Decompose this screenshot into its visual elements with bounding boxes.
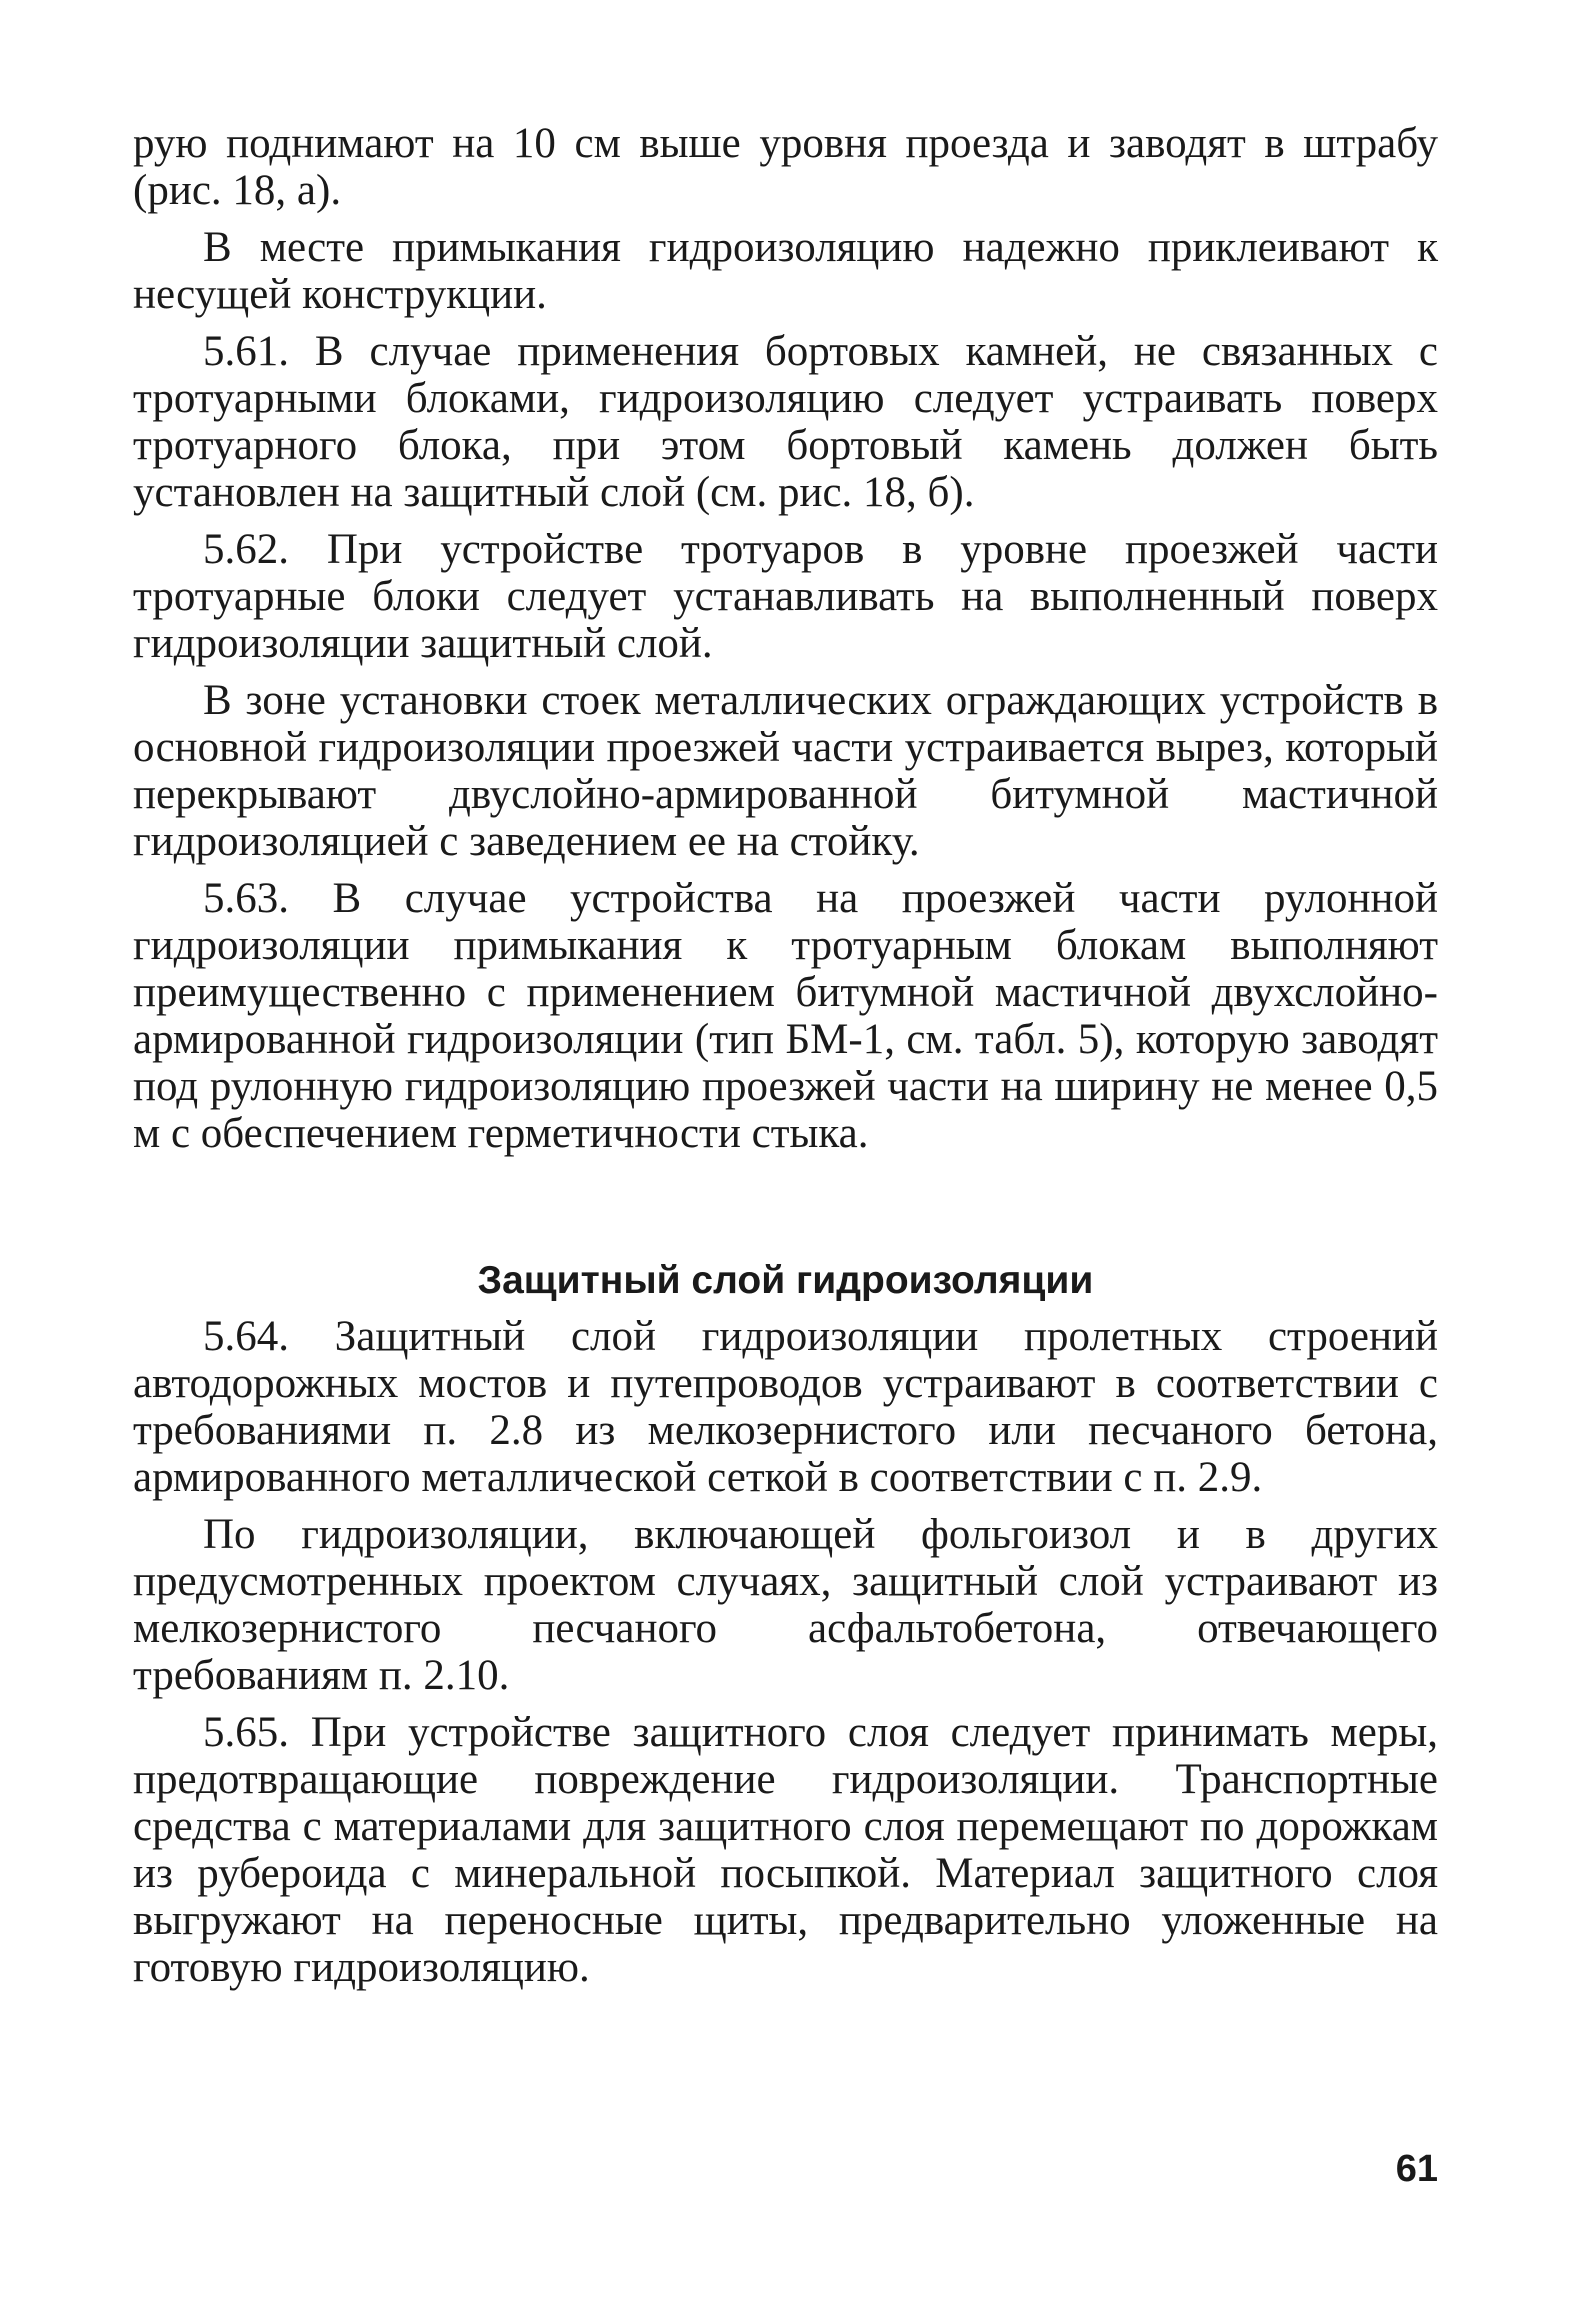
page-number: 61 bbox=[1395, 2148, 1438, 2190]
paragraph-5-61: 5.61. В случае применения бортовых камней, не связанных с тротуарными блоками, гидроизоляцию следует устраивать поверх тротуарного блока, при этом бортовый камень должен быть установлен на защитный слой (см. рис. 18, б). bbox=[133, 328, 1438, 516]
paragraph-continuation: рую поднимают на 10 см выше уровня проезда и заводят в штрабу (рис. 18, а). bbox=[133, 120, 1438, 214]
paragraph-foil-insulation: По гидроизоляции, включающей фольгоизол и в других предусмотренных проектом случаях, защитный слой устраивают из мелкозернистого песчаного асфальтобетона, отвечающего требованиям п. 2.10. bbox=[133, 1511, 1438, 1699]
paragraph-5-65: 5.65. При устройстве защитного слоя следует принимать меры, предотвращающие повреждение гидроизоляции. Транспортные средства с материалами для защитного слоя перемещают по дорожкам из рубероида с минеральной посыпкой. Материал защитного слоя выгружают на переносные щиты, предварительно уложенные на готовую гидроизоляцию. bbox=[133, 1709, 1438, 1991]
paragraph-adhesion: В месте примыкания гидроизоляцию надежно приклеивают к несущей конструкции. bbox=[133, 224, 1438, 318]
paragraph-5-63: 5.63. В случае устройства на проезжей части рулонной гидроизоляции примыкания к тротуарным блокам выполняют преимущественно с применением битумной мастичной двухслойно-армированной гидроизоляции (тип БМ-1, см. табл. 5), которую заводят под рулонную гидроизоляцию проезжей части на ширину не менее 0,5 м с обеспечением герметичности стыка. bbox=[133, 875, 1438, 1157]
paragraph-railing-zone: В зоне установки стоек металлических ограждающих устройств в основной гидроизоляции проезжей части устраивается вырез, который перекрывают двуслойно-армированной битумной мастичной гидроизоляцией с заведением ее на стойку. bbox=[133, 677, 1438, 865]
paragraph-5-62: 5.62. При устройстве тротуаров в уровне проезжей части тротуарные блоки следует устанавливать на выполненный поверх гидроизоляции защитный слой. bbox=[133, 526, 1438, 667]
document-page bbox=[133, 120, 1438, 2001]
paragraph-5-64: 5.64. Защитный слой гидроизоляции пролетных строений автодорожных мостов и путепроводов устраивают в соответствии с требованиями п. 2.8 из мелкозернистого или песчаного бетона, армированного металлической сеткой в соответствии с п. 2.9. bbox=[133, 1313, 1438, 1501]
section-heading: Защитный слой гидроизоляции bbox=[477, 1259, 1094, 1302]
